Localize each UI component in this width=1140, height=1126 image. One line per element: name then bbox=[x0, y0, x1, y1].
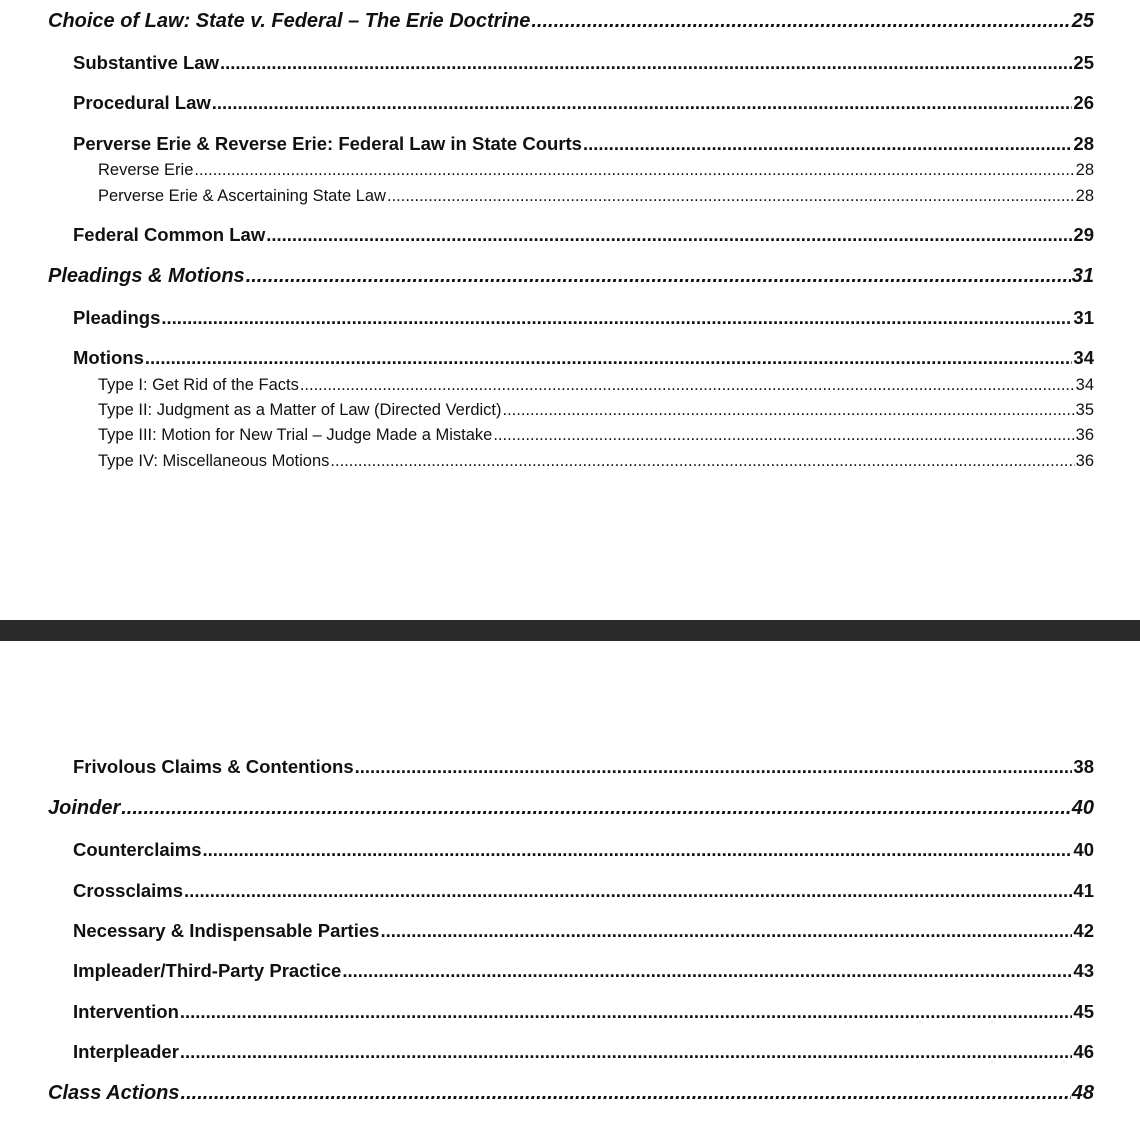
toc-entry-title: Interpleader bbox=[73, 1041, 179, 1062]
dot-leader bbox=[355, 756, 1073, 778]
toc-entry-page: 28 bbox=[1073, 133, 1094, 154]
toc-entry-substantive-law[interactable] bbox=[73, 52, 1094, 74]
toc-entry-page: 29 bbox=[1073, 224, 1094, 245]
toc-entry-title: Motions bbox=[73, 347, 144, 368]
toc-entry-choice-of-law[interactable] bbox=[48, 10, 1094, 33]
toc-entry-page: 36 bbox=[1075, 426, 1094, 444]
toc-entry-title: Counterclaims bbox=[73, 839, 202, 860]
dot-leader bbox=[531, 10, 1070, 33]
toc-entry-page: 41 bbox=[1073, 880, 1094, 901]
dot-leader bbox=[380, 920, 1072, 942]
toc-entry-title: Substantive Law bbox=[73, 52, 219, 73]
toc-entry-title: Type IV: Miscellaneous Motions bbox=[98, 452, 330, 470]
dot-leader bbox=[266, 224, 1072, 246]
toc-entry-interpleader[interactable] bbox=[73, 1041, 1094, 1063]
toc-entry-page: 45 bbox=[1073, 1001, 1094, 1022]
dot-leader bbox=[493, 426, 1074, 445]
dot-leader bbox=[161, 307, 1072, 329]
dot-leader bbox=[503, 401, 1075, 420]
toc-entry-title: Intervention bbox=[73, 1001, 179, 1022]
toc-entry-page: 28 bbox=[1075, 187, 1094, 205]
dot-leader bbox=[246, 265, 1071, 288]
toc-entry-page: 40 bbox=[1073, 839, 1094, 860]
toc-page-bottom bbox=[0, 641, 1140, 1126]
toc-entry-perverse-erie-state-law[interactable] bbox=[98, 187, 1094, 206]
toc-entry-title: Procedural Law bbox=[73, 92, 211, 113]
toc-entry-page: 42 bbox=[1073, 920, 1094, 941]
toc-entry-page: 38 bbox=[1073, 756, 1094, 777]
toc-entry-reverse-erie[interactable] bbox=[98, 161, 1094, 180]
toc-entry-page: 34 bbox=[1075, 376, 1094, 394]
toc-entry-type-i[interactable] bbox=[98, 376, 1094, 395]
toc-entry-crossclaims[interactable] bbox=[73, 880, 1094, 902]
toc-entry-page: 25 bbox=[1073, 52, 1094, 73]
dot-leader bbox=[300, 376, 1075, 395]
toc-entry-title: Pleadings bbox=[73, 307, 161, 328]
toc-entry-pleadings[interactable] bbox=[73, 307, 1094, 329]
dot-leader bbox=[583, 133, 1072, 155]
dot-leader bbox=[121, 797, 1071, 820]
toc-entry-intervention[interactable] bbox=[73, 1001, 1094, 1023]
toc-entry-title: Perverse Erie & Reverse Erie: Federal Law in State Courts bbox=[73, 133, 582, 154]
toc-entry-title: Type II: Judgment as a Matter of Law (Directed Verdict) bbox=[98, 401, 502, 419]
toc-entry-title: Joinder bbox=[48, 797, 121, 819]
toc-entry-title: Choice of Law: State v. Federal – The Erie Doctrine bbox=[48, 10, 531, 32]
toc-entry-page: 25 bbox=[1071, 10, 1094, 32]
toc-entry-frivolous-claims[interactable] bbox=[73, 756, 1094, 778]
page-divider bbox=[0, 620, 1140, 641]
toc-entry-page: 43 bbox=[1073, 960, 1094, 981]
toc-entry-page: 46 bbox=[1073, 1041, 1094, 1062]
dot-leader bbox=[145, 347, 1073, 369]
dot-leader bbox=[387, 187, 1075, 206]
toc-entry-federal-common-law[interactable] bbox=[73, 224, 1094, 246]
dot-leader bbox=[212, 92, 1073, 114]
dot-leader bbox=[203, 839, 1073, 861]
dot-leader bbox=[220, 52, 1072, 74]
toc-entry-title: Class Actions bbox=[48, 1082, 180, 1104]
toc-entry-page: 31 bbox=[1071, 265, 1094, 287]
toc-entry-title: Impleader/Third-Party Practice bbox=[73, 960, 342, 981]
toc-entry-page: 35 bbox=[1075, 401, 1094, 419]
toc-entry-page: 34 bbox=[1073, 347, 1094, 368]
toc-entry-procedural-law[interactable] bbox=[73, 92, 1094, 114]
toc-entry-impleader[interactable] bbox=[73, 960, 1094, 982]
toc-entry-joinder[interactable] bbox=[48, 797, 1094, 820]
toc-entry-pleadings-motions[interactable] bbox=[48, 265, 1094, 288]
dot-leader bbox=[330, 452, 1074, 471]
toc-entry-page: 28 bbox=[1075, 161, 1094, 179]
toc-entry-title: Type III: Motion for New Trial – Judge Made a Mistake bbox=[98, 426, 493, 444]
toc-entry-title: Frivolous Claims & Contentions bbox=[73, 756, 354, 777]
dot-leader bbox=[181, 1082, 1071, 1105]
toc-entry-title: Pleadings & Motions bbox=[48, 265, 245, 287]
toc-entry-page: 40 bbox=[1071, 797, 1094, 819]
toc-entry-type-iii[interactable] bbox=[98, 426, 1094, 445]
toc-entry-necessary-parties[interactable] bbox=[73, 920, 1094, 942]
toc-entry-motions[interactable] bbox=[73, 347, 1094, 369]
dot-leader bbox=[342, 960, 1072, 982]
toc-entry-type-ii[interactable] bbox=[98, 401, 1094, 420]
toc-entry-page: 48 bbox=[1071, 1082, 1094, 1104]
toc-entry-type-iv[interactable] bbox=[98, 452, 1094, 471]
dot-leader bbox=[180, 1001, 1073, 1023]
toc-entry-title: Reverse Erie bbox=[98, 161, 194, 179]
dot-leader bbox=[184, 880, 1072, 902]
toc-entry-perverse-reverse-erie[interactable] bbox=[73, 133, 1094, 155]
toc-entry-title: Necessary & Indispensable Parties bbox=[73, 920, 380, 941]
toc-entry-title: Perverse Erie & Ascertaining State Law bbox=[98, 187, 386, 205]
toc-entry-counterclaims[interactable] bbox=[73, 839, 1094, 861]
toc-entry-page: 31 bbox=[1073, 307, 1094, 328]
toc-entry-title: Type I: Get Rid of the Facts bbox=[98, 376, 299, 394]
toc-entry-page: 36 bbox=[1075, 452, 1094, 470]
toc-entry-page: 26 bbox=[1073, 92, 1094, 113]
dot-leader bbox=[194, 161, 1074, 180]
toc-entry-title: Federal Common Law bbox=[73, 224, 266, 245]
toc-entry-title: Crossclaims bbox=[73, 880, 184, 901]
toc-entry-class-actions[interactable] bbox=[48, 1082, 1094, 1105]
dot-leader bbox=[180, 1041, 1073, 1063]
